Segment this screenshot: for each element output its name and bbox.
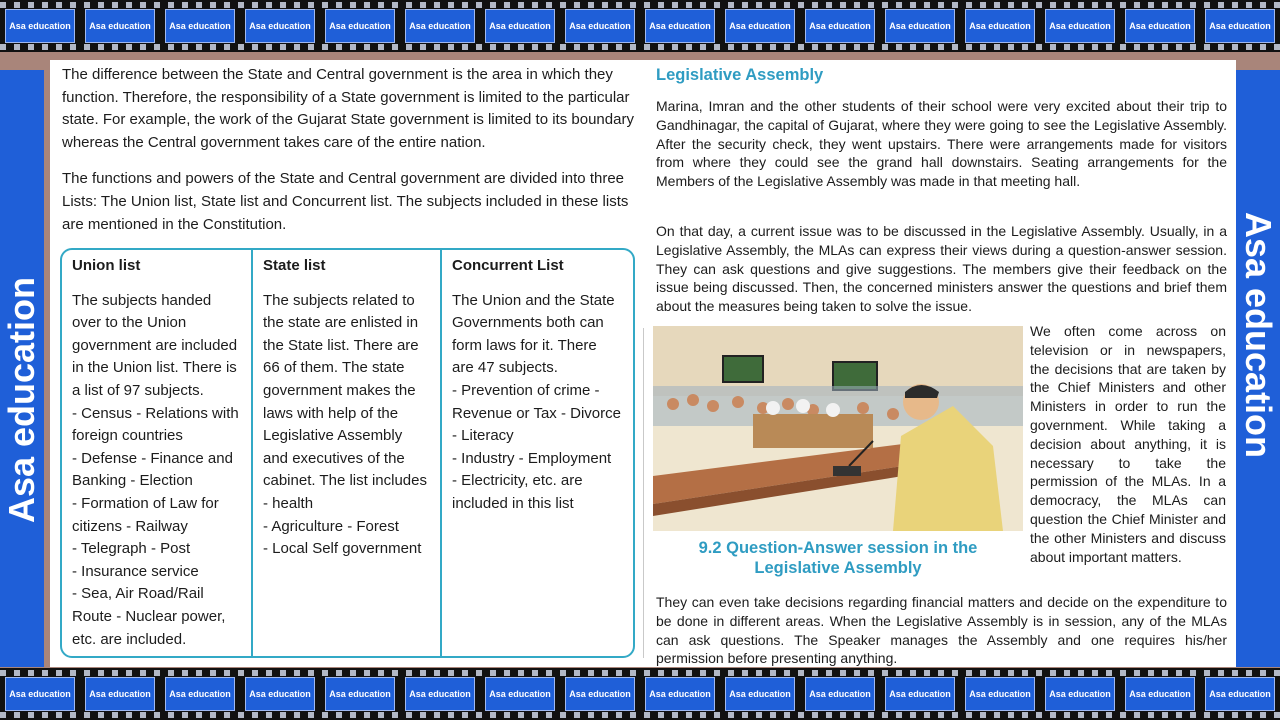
film-perforations [0, 2, 1280, 8]
decisions-paragraph: We often come across on television or in newspapers, the decisions that are taken by the Chief Ministers and other Ministers in order to run the government. While taking a decision about anything, it is necessary to take the permission of the MLAs. In a democracy, the MLAs can question the Chief Minister and the other Ministers and discuss about important matters. [1030, 323, 1226, 565]
trip-paragraph: Marina, Imran and the other students of their school were very excited about their trip to Gandhinagar, the capital of Gujarat, where they were going to see the Legislative Assembly. After the security check, they went upstairs. There were arrangements made for visitors from where they could see the grand hall downstairs. Seating arrangements for the Members of the Legislative Assembly was made in that meeting hall. [656, 98, 1227, 190]
concurrent-list-column [440, 250, 632, 656]
assembly-scene [653, 326, 1023, 531]
textbook-page [50, 60, 1236, 667]
brand-frame: Asa education [325, 9, 395, 43]
top-frames [0, 9, 1280, 43]
brand-frame: Asa education [965, 9, 1035, 43]
caption-line-1: 9.2 Question-Answer session in the [698, 539, 978, 557]
brand-frame: Asa education [485, 677, 555, 711]
brand-frame: Asa education [1045, 9, 1115, 43]
government-lists-table [60, 248, 635, 658]
union-list-body: The subjects handed over to the Union government are included in the Union list. There is a list of 97 subjects. - Census - Relations with foreign countries - Defense - Finance and Banking - Election - Formation of Law for citizens - Railway - Telegraph - Post - Insurance service - Sea, Air Road/Rail Route - Nuclear power, etc. are included. [72, 291, 239, 648]
bottom-film-strip [0, 668, 1280, 720]
brand-frame: Asa education [725, 9, 795, 43]
brand-frame: Asa education [565, 677, 635, 711]
top-film-strip [0, 0, 1280, 52]
concurrent-list-body: The Union and the State Governments both can form laws for it. There are 47 subjects. - Prevention of crime - Revenue or Tax - Divorce - Literacy - Industry - Employment - Electricity, etc. are included in this list [452, 291, 621, 512]
brand-frame: Asa education [405, 9, 475, 43]
film-perforations [0, 670, 1280, 676]
brand-frame: Asa education [805, 677, 875, 711]
brand-frame: Asa education [645, 677, 715, 711]
caption-line-2: Legislative Assembly [754, 559, 922, 577]
brand-frame: Asa education [645, 9, 715, 43]
film-perforations [0, 712, 1280, 718]
brand-frame: Asa education [565, 9, 635, 43]
brand-frame: Asa education [1045, 677, 1115, 711]
union-list-column [62, 250, 251, 656]
left-brand-text: Asa education [1, 276, 42, 524]
left-brand-banner [0, 70, 44, 667]
brand-frame: Asa education [965, 677, 1035, 711]
brand-frame: Asa education [85, 677, 155, 711]
legislative-assembly-heading: Legislative Assembly [656, 66, 824, 84]
brand-frame: Asa education [325, 677, 395, 711]
bottom-frames [0, 677, 1280, 711]
state-list-heading: State list [263, 257, 326, 274]
financial-paragraph: They can even take decisions regarding financial matters and decide on the expenditure to be done in different areas. When the Legislative Assembly is in session, any of the MLAs can ask questions. The Speaker manages the Assembly and one requires his/her permission before presenting anything. [656, 594, 1227, 667]
film-perforations [0, 44, 1280, 50]
right-brand-text: Asa education [1238, 211, 1279, 459]
brand-frame: Asa education [885, 9, 955, 43]
brand-frame: Asa education [1205, 677, 1275, 711]
brand-frame: Asa education [1125, 9, 1195, 43]
illustration-caption [653, 538, 1023, 578]
brand-frame: Asa education [805, 9, 875, 43]
brand-frame: Asa education [1205, 9, 1275, 43]
brand-frame: Asa education [165, 9, 235, 43]
question-session-paragraph: On that day, a current issue was to be discussed in the Legislative Assembly. Usually, in a Legislative Assembly, the MLAs can express their views during a question-answer session. They can ask questions and give suggestions. The members give their feedback on the issue being discussed. Then, the concerned ministers answer the questions and brief them about the measures being taken to solve the issue. [656, 223, 1227, 315]
right-brand-banner [1236, 70, 1280, 667]
column-divider [643, 328, 644, 658]
union-list-heading: Union list [72, 257, 141, 274]
brand-frame: Asa education [1125, 677, 1195, 711]
brand-frame: Asa education [405, 677, 475, 711]
lists-intro-paragraph: The functions and powers of the State and Central government are divided into three Lists: The Union list, State list and Concurrent list. The subjects included in these lists are mentioned in the Constitution. [62, 170, 629, 233]
brand-frame: Asa education [245, 9, 315, 43]
brand-frame: Asa education [725, 677, 795, 711]
left-column [62, 64, 637, 250]
brand-frame: Asa education [485, 9, 555, 43]
brand-frame: Asa education [5, 9, 75, 43]
brand-frame: Asa education [85, 9, 155, 43]
state-list-body: The subjects related to the state are enlisted in the State list. There are 66 of them. The state government makes the laws with help of the Legislative Assembly and executives of the cabinet. The list includes - health - Agriculture - Forest - Local Self government [263, 291, 427, 558]
brand-frame: Asa education [885, 677, 955, 711]
assembly-illustration [653, 326, 1023, 531]
concurrent-list-heading: Concurrent List [452, 257, 564, 274]
brand-frame: Asa education [5, 677, 75, 711]
state-central-paragraph: The difference between the State and Central government is the area in which they function. Therefore, the responsibility of a State government is limited to the particular state. For example, the work of the Gujarat State government is limited to its boundary whereas the Central government takes care of the entire nation. [62, 66, 634, 151]
brand-frame: Asa education [165, 677, 235, 711]
brand-frame: Asa education [245, 677, 315, 711]
state-list-column [251, 250, 440, 656]
